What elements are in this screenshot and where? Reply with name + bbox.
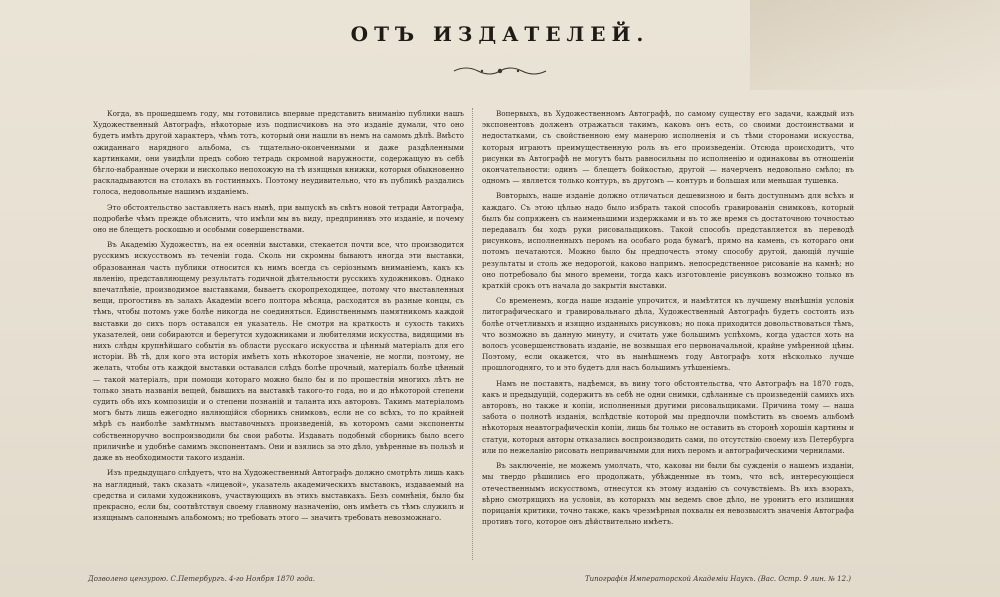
paragraph: Намъ не поставятъ, надѣемся, въ вину того обстоятельства, что Автографъ на 1870 годъ, какъ и предыдущій, содержитъ въ себѣ не одни снимки, сдѣланные съ произведеній самихъ ихъ авторовъ, но также и копіи, исполненныя другими рисовальщиками. Причина тому — наша забота о полнотѣ изданія, вслѣдствіе которой мы предпочли помѣстить въ своемъ альбомѣ нѣкоторыя неавтографическія копіи, лишь бы только не оставить въ сторонѣ хорошія картины и статуи, которыя авторы отказались воспроизводить сами, по отсутствію своему изъ Петербурга или по нежеланію рисовать непривычными для нихъ перомъ и автографическими чернилами.: [482, 378, 854, 455]
paragraph: Въ заключеніе, не можемъ умолчать, что, каковы ни были бы сужденія о нашемъ изданіи, мы твердо рѣшились его продолжать, убѣжденные въ томъ, что всѣ, интересующіеся отечественнымъ искусствомъ, отнесутся къ этому изданію съ сочувствіемъ. Въ ихъ взорахъ, вѣрно смотрящихъ на условія, въ которыхъ мы ведемъ свое дѣло, не уронитъ его излишняя порицанія критики, точно также, какъ чрезмѣрныя похвалы ея невозвысятъ значенія Автографа противъ того, которое онъ дѣйствительно имѣетъ.: [482, 461, 854, 527]
paragraph: Вовторыхъ, наше изданіе должно отличаться дешевизною и быть доступнымъ для всѣхъ и каждаго. Съ этою цѣлью надо было избрать такой способъ гравированія снимковъ, который былъ бы сопряженъ съ наименьшими издержками и въ то же время съ достаточною точностью передавалъ бы ходъ руки рисовальщиковъ. Такой способъ представляется въ переводѣ рисунковъ, исполненныхъ перомъ на особаго рода бумагѣ, прямо на камень, съ котораго они потомъ печатаются. Можно было бы предпочесть этому способу другой, дающій лучшіе результаты и столь же недорогой, каково напримъ. непосредственное рисованіе на камнѣ; но оно потребовало бы много времени, тогда какъ изготовленіе рисунковъ возможно только въ краткій срокъ отъ начала до закрытія выставки.: [482, 191, 854, 291]
paragraph: Въ Академію Художествъ, на ея осенніи выставки, стекается почти все, что производится русскимъ искусствомъ въ теченіи года. Сколь ни скромны бываютъ иногда эти выставки, образованная часть публики относится къ нимъ всегда съ серіознымъ вниманіемъ, какъ къ явленію, представляющему результатъ годичной дѣятельности русскихъ художниковъ. Однако впечатлѣніе, производимое выставками, бываетъ скоропреходящее, потому что выставленныя вещи, прогостивъ въ залахъ Академіи всего полтора мѣсяца, расходятся въ разные концы, съ тѣмъ, чтобы потомъ уже болѣе никогда не соединяться. Единственнымъ памятникомъ каждой выставки до сихъ поръ оставался ея указатель. Не смотря на краткость и сухость такихъ указателей, они собираются и берегутся художниками и любителями искусства, видящими въ нихъ слѣды крупнѣйшаго событія въ области русскаго искусства и цѣнный матеріалъ для его исторіи. Вѣ тѣ, для кого эта исторія имѣетъ хоть нѣкоторое значеніе, не могли, поэтому, не желать, чтобы отъ каждой выставки оставался слѣдъ болѣе прочный, матеріалъ болѣе цѣнный — такой матеріалъ, при помощи котораго можно было бы и по прошествіи многихъ лѣтъ не только знать названія вещей, бывшихъ на выставкѣ такого-то года, но и до нѣкоторой степени судить объ ихъ композиціи и о степени познаній и таланта ихъ авторовъ. Такимъ матеріаломъ могъ быть лишь ежегодно являющійся сборникъ снимковъ, если не со всѣхъ, то по крайней мѣрѣ съ наиболѣе замѣтнымъ выставочныхъ произведеній, въ которомъ сами экспоненты собственноручно воспроизводили бы свои работы. Издавать подобный сборникъ было всего приличнѣе и удобнѣе самимъ экспонентамъ. Они и взялись за это дѣло, увѣренные въ пользѣ и даже въ необходимости такого изданія.: [93, 240, 464, 463]
paragraph: Это обстоятельство заставляетъ насъ нынѣ, при выпускѣ въ свѣтъ новой тетради Автографа, подробнѣе чѣмъ прежде объяснить, что имѣли мы въ виду, предпринявъ это изданіе, и почему оно не блещетъ роскошью и особыми совершенствами.: [93, 202, 464, 235]
ornamental-flourish-icon: [452, 64, 548, 78]
censorship-note: Дозволено цензурою. С.Петербургъ. 4-го Ноября 1870 года.: [88, 575, 316, 583]
paragraph: Вопервыхъ, въ Художественномъ Автографѣ, по самому существу его задачи, каждый изъ экспонентовъ долженъ отражаться такимъ, каковъ онъ есть, со своими достоинствами и недостатками, съ свойственною ему манерою исполненія и съ тѣми сторонами искусства, которыя играютъ преимущественную роль въ его произведеніи. Отсюда происходитъ, что рисунки въ Автографѣ не могутъ быть равносильны по исполненію и одинаковы въ отношеніи окончательности: одинъ — блещетъ бойкостью, другой — начерченъ недовольно смѣло; въ одномъ — является только контуръ, въ другомъ — контуръ и большая или меньшая тушевка.: [482, 109, 854, 186]
paragraph: Когда, въ прошедшемъ году, мы готовились впервые представить вниманію публики нашъ Художественный Автографъ, нѣкоторые изъ подписчиковъ на это изданіе думали, что оно будетъ имѣть другой характеръ, чѣмъ тотъ, который они нашли въ немъ на самомъ дѣлѣ. Вмѣсто ожиданнаго нарядного альбома, съ тщательно-оконченными и даже раздѣленными картинками, они увидѣли предъ собою тетрадь скромной наружности, содержащую въ себѣ бѣгло-набранные очерки и нисколько непохожую на тѣ изящныя книжки, которыя обыкновенно раскладываются на столахъ въ гостинныхъ. Поэтому неудивительно, что въ публикѣ раздались голоса, недовольные нашимъ изданіемъ.: [93, 109, 464, 197]
left-column: [93, 108, 464, 527]
page-title: ОТЪ ИЗДАТЕЛЕЙ.: [350, 22, 650, 46]
printer-imprint: Типографія Императорской Академіи Наукъ. (Вас. Остр. 9 лин. № 12.): [585, 575, 851, 583]
paragraph: Со временемъ, когда наше изданіе упрочится, и намѣтятся къ лучшему нынѣшнія условія литографическаго и гравировальнаго дѣла, Художественный Автографъ будетъ состоять изъ болѣе отчетливыхъ и изящно изданныхъ рисунковъ; но пока приходится довольствоваться тѣмъ, что возможно въ данную минуту, и считать уже большимъ успѣхомъ, когда удастся хоть на волосъ усовершенствовать изданіе, не возвышая его первоначальной, крайне умѣренной цѣны. Поэтому, если окажется, что въ нынѣшнемъ году Автографъ хотя нѣсколько лучше прошлогодняго, то и это будетъ для насъ большимъ утѣшеніемъ.: [482, 296, 854, 373]
column-divider: [472, 108, 473, 560]
paragraph: Изъ предыдущаго слѣдуетъ, что на Художественный Автографъ должно смотрѣть лишь какъ на наглядный, такъ сказать «лицевой», указатель академическихъ выставокъ, издаваемый на средства и силами художниковъ, участвующихъ въ этихъ выставкахъ. Безъ сомнѣнія, было бы прекрасно, если бы, соотвѣтствуя своему главному назначенію, онъ имѣетъ съ тѣмъ служилъ и изящнымъ салоннымъ альбомомъ; но требовать этого — значитъ требовать невозможнаго.: [93, 468, 464, 523]
right-column: [482, 108, 854, 531]
